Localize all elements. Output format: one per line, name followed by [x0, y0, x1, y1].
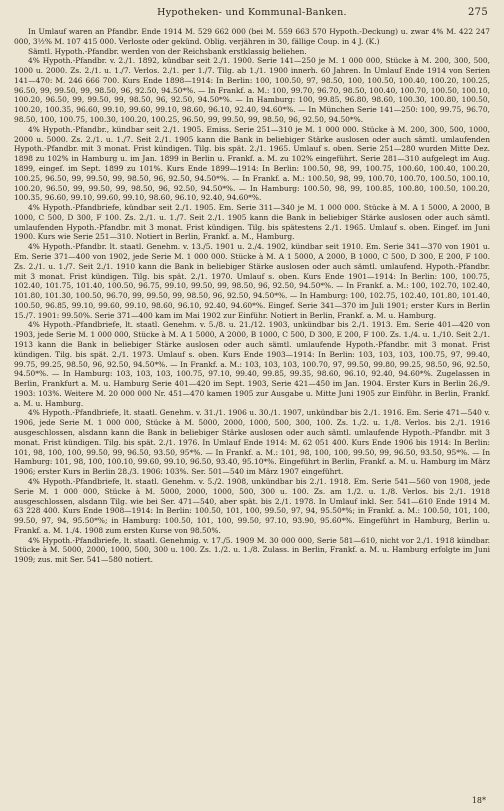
paragraph-pfandbr-1913: 4% Hypoth.-Pfandbriefe, lt. staatl. Genehm. v. 5./8. u. 21./12. 1903, unkündbar bis 2./1. 1913. Em. Serie 401—420 von 1903, jede Serie M. 1 000 000, Stücke à M. A 1 5000, A 2000, B 1000, C 500, D 300, E 200, F 100. Zs. 1./4. u. 1./10. Seit 2./1. 1913 kann die Bank in beliebiger Stärke auslosen oder auch sämtl. umlaufende Hypoth.-Pfandbr. mit 3 monat. Frist kündigen. Tilg. bis spät. 2./1. 1973. Umlauf s. oben. Kurs Ende 1903—1914: In Berlin: 103, 103, 103, 100.75, 97, 99.40, 99.75, 99.25, 98.50, 96, 92.50, 94.50*%. — In Frankf. a. M.: 103, 103, 103, 100.70, 97, 99.50, 99.80, 99.25, 98.50, 96, 92.50, 94.50*%. — In Hamburg: 103, 103, 103, 100.75, 97.10, 99.40, 99.85, 99.35, 98.60, 96.10, 92.40, 94.60*%. Zugelassen in Berlin, Frankfurt a. M. u. Hamburg Serie 401—420 im Sept. 1903, Serie 421—450 im Jan. 1904. Erster Kurs in Berlin 26./9. 1903: 103%. Weitere M. 20 000 000 Nr. 451—470 kamen 1905 zur Ausgabe u. Mitte Juni 1905 zur Einführ. in Berlin, Frankf. a. M. u. Hamburg. [14, 320, 490, 408]
paragraph-pfandbr-1910: 4% Hypoth.-Pfandbr. lt. staatl. Genehm. v. 13./5. 1901 u. 2./4. 1902, kündbar seit 1910. Em. Serie 341—370 von 1901 u. Em. Serie 371—400 von 1902, jede Serie M. 1 000 000. Stücke à M. A 1 5000, A 2000, B 1000, C 500, D 300, E 200, F 100. Zs. 2./1. u. 1./7. Seit 2./1. 1910 kann die Bank in beliebiger Stärke auslosen oder auch sämtl. umlaufend. Hypoth.-Pfandbr. mit 3 monat. Frist kündigen. Tilg. bis spät. 2./1. 1970. Umlauf s. oben. Kurs Ende 1901—1914: In Berlin: 100, 100.75, 102.40, 101.75, 101.40, 100.50, 96.75, 99.10, 99.50, 99, 98.50, 96, 92.50, 94.50*%. — In Frankf. a. M.: 100, 102.70, 102.40, 101.80, 101.30, 100.50, 96.70, 99, 99.50, 99, 98.50, 96, 92.50, 94.50*%. — In Hamburg: 100, 102.75, 102.40, 101.80, 101.40, 100.50, 96.85, 99.10, 99.60, 99.10, 98.60, 96.10, 92.40, 94.60*%. Eingef. Serie 341—370 im Juli 1901; erster Kurs in Berlin 15./7. 1901: 99.50%. Serie 371—400 kam im Mai 1902 zur Einführ. Notiert in Berlin, Frankf. a. M. u. Hamburg. [14, 242, 490, 320]
paragraph-pfandbr-1905-b: 4% Hypoth.-Pfandbriefe, kündbar seit 2./1. 1905. Em. Serie 311—340 je M. 1 000 000. Stücke à M. A 1 5000, A 2000, B 1000, C 500, D 300, F 100. Zs. 2./1. u. 1./7. Seit 2./1. 1905 kann die Bank in beliebiger Stärke auslosen oder auch sämtl. umlaufenden Hypoth.-Pfandbr. mit 3 monat. Frist kündigen. Tilg. bis spätestens 2./1. 1965. Umlauf s. oben. Eingef. im Juni 1900. Kurs wie Serie 251—310. Notiert in Berlin, Frankf. a. M., Hamburg. [14, 203, 490, 242]
paragraph-circulation: In Umlauf waren an Pfandbr. Ende 1914 M. 529 662 000 (bei M. 559 663 570 Hypoth.-Deckung) u. zwar 4% M. 422 247 000, 3½% M. 107 415 000. Verloste oder gekünd. Oblig. verjähren in 30, fällige Coup. in 4 J. (K.) [14, 27, 490, 46]
running-header [14, 7, 490, 23]
paragraph-pfandbr-1916: 4% Hypoth.-Pfandbriefe, lt. staatl. Genehm. v. 31./1. 1906 u. 30./1. 1907, unkündbar bis 2./1. 1916. Em. Serie 471—540 v. 1906, jede Serie M. 1 000 000, Stücke à M. 5000, 2000, 1000, 500, 300, 100. Zs. 1./2. u. 1./8. Verlos. bis 2./1. 1916 ausgeschlossen, alsdann kann die Bank in beliebiger Stärke auslosen oder auch sämtl. umlaufende Hypoth.-Pfandbr. mit 3 monat. Frist kündigen. Tilg. bis spät. 2./1. 1976. In Umlauf Ende 1914: M. 62 051 400. Kurs Ende 1906 bis 1914: In Berlin: 101, 98, 100, 100, 99.50, 99, 96.50, 93.50, 95*%. — In Frankf. a. M.: 101, 98, 100, 100, 99.50, 99, 96.50, 93.50, 95*%. — In Hamburg: 101, 98, 100, 100.10, 99.60, 99.10, 96.50, 93.40, 95.10*%. Eingeführt in Berlin, Frankf. a. M. u. Hamburg im März 1906; erster Kurs in Berlin 28./3. 1906: 103%. Ser. 501—540 im März 1907 eingeführt. [14, 408, 490, 477]
signature-mark: 18* [471, 796, 486, 805]
header-title: Hypotheken- und Kommunal-Banken. [157, 7, 347, 18]
paragraph-pfandbr-1918: 4% Hypoth.-Pfandbriefe, lt. staatl. Genehm. v. 5./2. 1908, unkündbar bis 2./1. 1918. Em. Serie 541—560 von 1908, jede Serie M. 1 000 000, Stücke à M. 5000, 2000, 1000, 500, 300 u. 100. Zs. am 1./2. u. 1./8. Verlos. bis 2./1. 1918 ausgeschlossen, alsdann Tilg. wie bei Ser. 471—540, aber spät. bis 2./1. 1978. In Umlauf inkl. Ser. 541—610 Ende 1914 M. 63 228 400. Kurs Ende 1908—1914: In Berlin: 100.50, 101, 100, 99.50, 97, 94, 95.50*%; in Frankf. a. M.: 100.50, 101, 100, 99.50, 97, 94, 95.50*%; in Hamburg: 100.50, 101, 100, 99.50, 97.10, 93.90, 95.60*%. Eingeführt in Hamburg, Berlin u. Frankf. a. M. 1./4. 1908 zum ersten Kurse von 98.50%. [14, 476, 490, 535]
page-number: 275 [468, 7, 488, 18]
body-text [14, 27, 490, 565]
paragraph-pfandbr-1892: 4% Hypoth.-Pfandbr. v. 2./1. 1892, kündbar seit 2./1. 1900. Serie 141—250 je M. 1 000 000, Stücke à M. 200, 300, 500, 1000 u. 2000. Zs. 2./1. u. 1./7. Verlos. 2./1. per 1./7. Tilg. ab 1./1. 1900 innerh. 60 Jahren. In Umlauf Ende 1914 von Serien 141—470: M. 246 666 700. Kurs Ende 1898—1914: In Berlin: 100, 100.50, 97, 98.50, 100, 100.50, 100.40, 100.20, 100.25, 96.50, 99, 99.50, 99, 98.50, 96, 92.50, 94.50*%. — In Frankf. a. M.: 100, 99.70, 96.70, 98.50, 100.40, 100.70, 100.50, 100.10, 100.20, 96.50, 99, 99.50, 99, 98.50, 96, 92.50, 94.50*%. — In Hamburg: 100, 99.85, 96.80, 98.60, 100.30, 100.80, 100.50, 100.20, 100.35, 96.60, 99.10, 99.60, 99.10, 98.60, 96.10, 92.40, 94.60*%. — In München Serie 141—250: 100, 99.75, 96.70, 98.50, 100, 100.75, 100.30, 100.20, 100.25, 96.50, 99, 99.50, 99, 98.50, 96, 92.50, 94.50*%. [14, 56, 490, 125]
paragraph-reichsbank-note: Sämtl. Hypoth.-Pfandbr. werden von der Reichsbank erstklassig beliehen. [28, 46, 307, 56]
paragraph-pfandbr-1905-a: 4% Hypoth.-Pfandbr., kündbar seit 2./1. 1905. Emiss. Serie 251—310 je M. 1 000 000. Stücke à M. 200, 300, 500, 1000, 2000 u. 5000. Zs. 2./1. u. 1./7. Seit 2./1. 1905 kann die Bank in beliebiger Stärke auslosen oder auch sämtl. umlaufenden Hypoth.-Pfandbr. mit 3 monat. Frist kündigen. Tilg. bis spät. 2./1. 1965. Umlauf s. oben. Serie 251—280 wurden Mitte Dez. 1898 zu 102% in Hamburg u. im Jan. 1899 in Berlin u. Frankf. a. M. zu 102% eingeführt. Serie 281—310 aufgelegt im Aug. 1899, eingef. im Sept. 1899 zu 101%. Kurs Ende 1899—1914: In Berlin: 100.50, 98, 99, 100.75, 100.60, 100.40, 100.20, 100.25, 96.50, 99, 99.50, 99, 98.50, 96, 92.50, 94.50*%. — In Frankf. a. M.: 100.50, 98, 99, 100.70, 100.70, 100.50, 100.10, 100.20, 96.50, 99, 99.50, 99, 98.50, 96, 92.50, 94.50*%. — In Hamburg: 100.50, 98, 99, 100.85, 100.80, 100.50, 100.20, 100.35, 96.60, 99.10, 99.60, 99.10, 98.60, 96.10, 92.40, 94.60*%. [14, 124, 490, 203]
paragraph-pfandbr-1909: 4% Hypoth.-Pfandbriefe, lt. staatl. Genehmig. v. 17./5. 1909 M. 30 000 000, Serie 581—610, nicht vor 2./1. 1918 kündbar. Stücke à M. 5000, 2000, 1000, 500, 300 u. 100. Zs. 1./2. u. 1./8. Zulass. in Berlin, Frankf. a. M. u. Hamburg erfolgte im Juni 1909; zus. mit Ser. 541—580 notiert. [14, 535, 490, 565]
